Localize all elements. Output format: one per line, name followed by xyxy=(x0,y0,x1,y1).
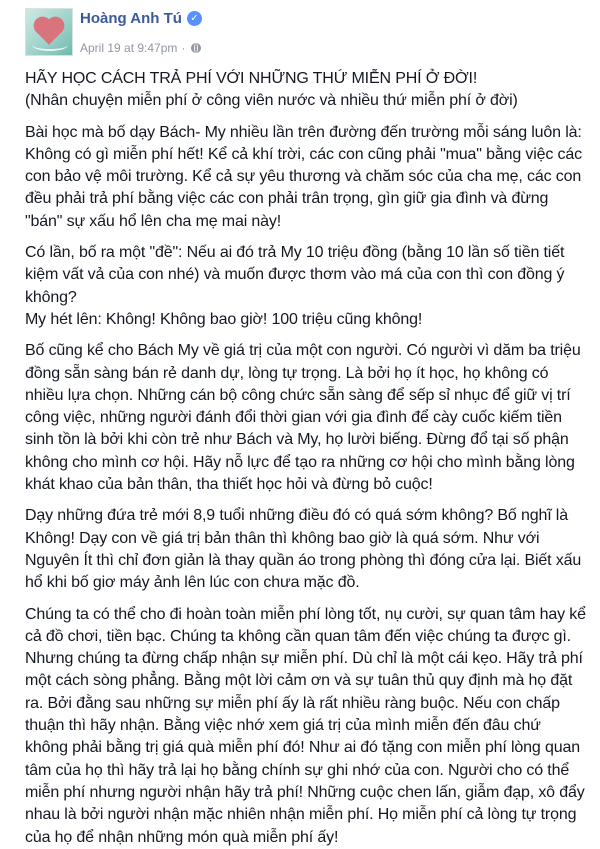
post-paragraph-title: HÃY HỌC CÁCH TRẢ PHÍ VỚI NHỮNG THỨ MIỄN PHÍ Ở ĐỜI! (Nhân chuyện miễn phí ở công viên nước và nhiều thứ miễn phí ở đời) xyxy=(25,70,518,110)
globe-icon[interactable] xyxy=(191,43,201,53)
avatar[interactable] xyxy=(25,8,73,56)
post-paragraph: Có lần, bố ra một "đề": Nếu ai đó trả My 10 triệu đồng (bằng 10 lần số tiền tiết kiệm vất vả của con nhé) và muốn được thơm vào má của con thì con đồng ý không? My hét lên: Không! Không bao giờ! 100 triệu cũng không! xyxy=(25,244,565,328)
post-meta xyxy=(80,41,201,55)
post-body xyxy=(25,68,586,849)
meta-separator: · xyxy=(181,41,186,55)
post-timestamp[interactable]: April 19 at 9:47pm xyxy=(80,41,178,55)
verified-badge-icon: ✓ xyxy=(187,11,202,26)
author-name[interactable]: Hoàng Anh Tú xyxy=(80,10,182,27)
author-name-link[interactable] xyxy=(80,10,202,27)
avatar-decoration xyxy=(32,39,68,51)
post-header xyxy=(25,0,586,68)
post-paragraph: Bố cũng kể cho Bách My về giá trị của một con người. Có người vì dăm ba triệu đồng sẵn sàng bán rẻ danh dự, lòng tự trọng. Là bởi họ ít học, họ không có nhiều lựa chọn. Những cán bộ công chức sẵn sàng để sếp sỉ nhục để giữ vị trí công việc, những người đánh đổi thời gian với gia đình để cày cuốc kiếm tiền sinh tồn là bởi khi còn trẻ như Bách và My, họ lười biếng. Đừng đổ tại số phận không cho mình cơ hội. Hãy nỗ lực để tạo ra những cơ hội cho mình bằng lòng khát khao của bản thân, tha thiết học hỏi và đừng bỏ cuộc! xyxy=(25,342,581,494)
post-paragraph: Dạy những đứa trẻ mới 8,9 tuổi những điều đó có quá sớm không? Bố nghĩ là Không! Dạy con về giá trị bản thân thì không bao giờ là quá sớm. Như với Nguyên Ít thì chỉ đơn giản là thay quần áo trong phòng thì đóng cửa lại. Biết xấu hổ khi bố giơ máy ảnh lên lúc con chưa mặc đồ. xyxy=(25,507,582,592)
post-paragraph: Bài học mà bố dạy Bách- My nhiều lần trên đường đến trường mỗi sáng luôn là: Không có gì miễn phí hết! Kể cả khí trời, các con cũng phải "mua" bằng việc các con bảo vệ môi trường. Kể cả sự yêu thương và chăm sóc của cha mẹ, các con đều phải trả phí bằng việc các con phải trân trọng, gìn giữ gia đình và đừng "bán" sự xấu hổ lên cha mẹ mai này! xyxy=(25,123,582,230)
post-paragraph: Chúng ta có thể cho đi hoàn toàn miễn phí lòng tốt, nụ cười, sự quan tâm hay kể cả đồ chơi, tiền bạc. Chúng ta không cần quan tâm đến việc chúng ta được gì. Nhưng chúng ta đừng chấp nhận sự miễn phí. Dù chỉ là một cái kẹo. Hãy trả phí một cách sòng phẳng. Bằng một lời cảm ơn và sự tuân thủ quy định mà họ đặt ra. Bởi đằng sau những sự miễn phí ấy là rất nhiều ràng buộc. Nếu con chấp thuận thì hãy nhận. Bằng việc nhớ xem giá trị của mình miễn đến đâu chứ không phải bằng trị giá quà miễn phí đó! Như ai đó tặng con miễn phí lòng quan tâm của họ thì hãy trả lại họ bằng chính sự ghi nhớ của con. Người cho có thể miễn phí nhưng người nhận hãy trả phí! Những cuộc chen lấn, giẫm đạp, xô đẩy nhau là bởi người nhận mặc nhiên nhận miễn phí. Họ miễn phí cả lòng tự trọng của họ để nhận những món quà miễn phí ấy! xyxy=(25,605,586,846)
